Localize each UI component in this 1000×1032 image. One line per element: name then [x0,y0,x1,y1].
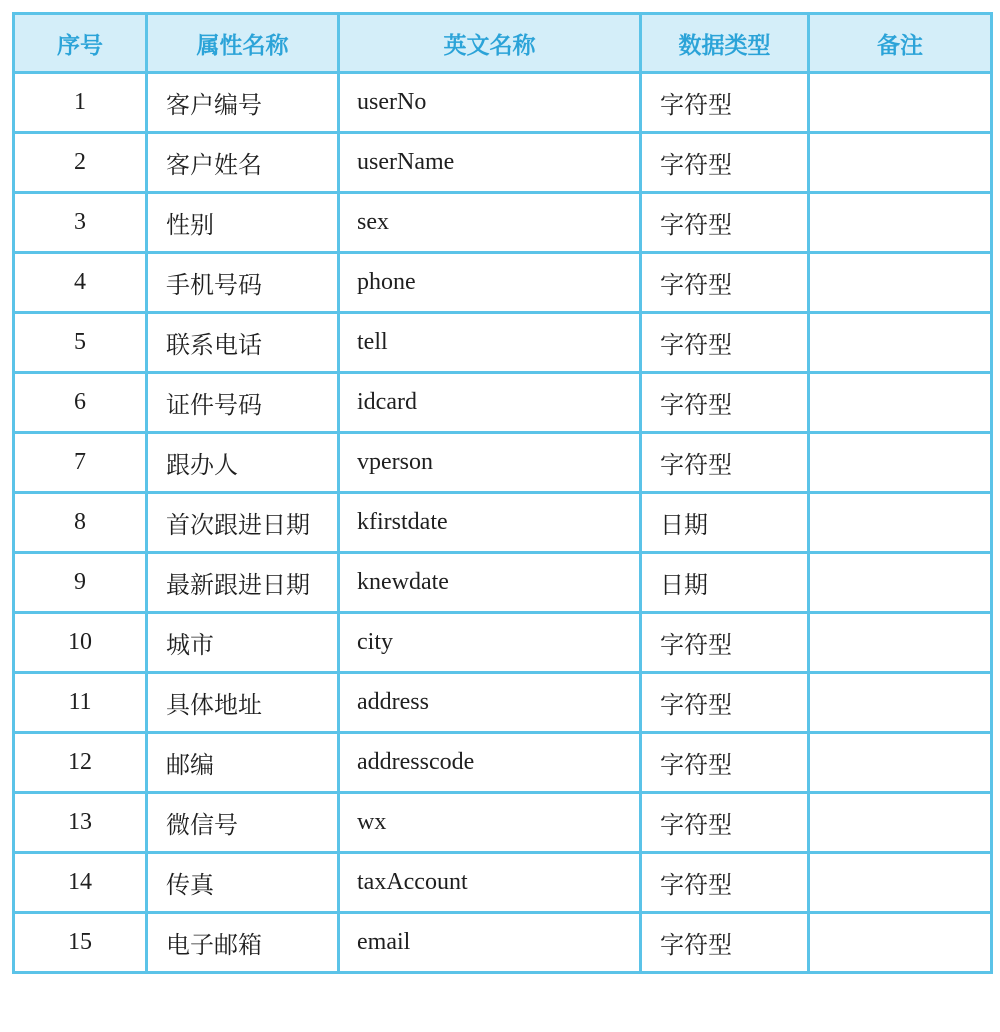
table-row [14,313,992,373]
table-row [14,553,992,613]
header-data-type: 数据类型 [641,14,809,73]
row-index-cell: 2 [14,133,147,193]
remarks-cell [809,913,992,973]
data-type-cell: 字符型 [641,193,809,253]
remarks-cell [809,613,992,673]
english-name-cell: wx [339,793,641,853]
data-type-cell: 字符型 [641,133,809,193]
attribute-name-cell: 性别 [147,193,339,253]
row-index-cell: 6 [14,373,147,433]
english-name-cell: address [339,673,641,733]
remarks-cell [809,133,992,193]
row-index-cell: 8 [14,493,147,553]
table-row [14,853,992,913]
header-remarks: 备注 [809,14,992,73]
attribute-name-cell: 证件号码 [147,373,339,433]
english-name-cell: phone [339,253,641,313]
attribute-name-cell: 客户编号 [147,73,339,133]
table-row [14,913,992,973]
header-row [14,14,992,73]
english-name-cell: idcard [339,373,641,433]
header-index: 序号 [14,14,147,73]
table-row [14,613,992,673]
attribute-name-cell: 联系电话 [147,313,339,373]
data-type-cell: 日期 [641,493,809,553]
row-index-cell: 4 [14,253,147,313]
remarks-cell [809,313,992,373]
row-index-cell: 1 [14,73,147,133]
attribute-name-cell: 城市 [147,613,339,673]
header-english-name: 英文名称 [339,14,641,73]
data-type-cell: 字符型 [641,253,809,313]
table-row [14,493,992,553]
attribute-name-cell: 传真 [147,853,339,913]
row-index-cell: 14 [14,853,147,913]
table-row [14,433,992,493]
row-index-cell: 5 [14,313,147,373]
row-index-cell: 9 [14,553,147,613]
english-name-cell: tell [339,313,641,373]
data-type-cell: 字符型 [641,673,809,733]
table-body [14,73,992,973]
remarks-cell [809,493,992,553]
remarks-cell [809,853,992,913]
english-name-cell: vperson [339,433,641,493]
english-name-cell: city [339,613,641,673]
table-row [14,373,992,433]
english-name-cell: userNo [339,73,641,133]
header-attribute-name: 属性名称 [147,14,339,73]
table-row [14,793,992,853]
attribute-name-cell: 微信号 [147,793,339,853]
data-type-cell: 字符型 [641,373,809,433]
remarks-cell [809,253,992,313]
row-index-cell: 11 [14,673,147,733]
table-row [14,253,992,313]
row-index-cell: 7 [14,433,147,493]
table-row [14,73,992,133]
english-name-cell: email [339,913,641,973]
english-name-cell: kfirstdate [339,493,641,553]
attribute-name-cell: 电子邮箱 [147,913,339,973]
row-index-cell: 15 [14,913,147,973]
attribute-name-cell: 具体地址 [147,673,339,733]
table-row [14,133,992,193]
data-type-cell: 字符型 [641,433,809,493]
english-name-cell: taxAccount [339,853,641,913]
attribute-table [12,12,993,974]
data-type-cell: 字符型 [641,613,809,673]
table-row [14,733,992,793]
data-type-cell: 字符型 [641,913,809,973]
attribute-name-cell: 首次跟进日期 [147,493,339,553]
remarks-cell [809,73,992,133]
attribute-name-cell: 最新跟进日期 [147,553,339,613]
attribute-name-cell: 跟办人 [147,433,339,493]
attribute-name-cell: 手机号码 [147,253,339,313]
remarks-cell [809,733,992,793]
attribute-name-cell: 邮编 [147,733,339,793]
data-type-cell: 字符型 [641,73,809,133]
remarks-cell [809,193,992,253]
table-row [14,673,992,733]
data-type-cell: 字符型 [641,313,809,373]
remarks-cell [809,373,992,433]
table-row [14,193,992,253]
english-name-cell: userName [339,133,641,193]
row-index-cell: 13 [14,793,147,853]
data-type-cell: 日期 [641,553,809,613]
row-index-cell: 3 [14,193,147,253]
data-type-cell: 字符型 [641,793,809,853]
english-name-cell: addresscode [339,733,641,793]
english-name-cell: sex [339,193,641,253]
row-index-cell: 12 [14,733,147,793]
remarks-cell [809,673,992,733]
remarks-cell [809,433,992,493]
row-index-cell: 10 [14,613,147,673]
english-name-cell: knewdate [339,553,641,613]
table-header [14,14,992,73]
remarks-cell [809,553,992,613]
data-type-cell: 字符型 [641,853,809,913]
data-type-cell: 字符型 [641,733,809,793]
attribute-name-cell: 客户姓名 [147,133,339,193]
table-container [12,12,990,974]
remarks-cell [809,793,992,853]
